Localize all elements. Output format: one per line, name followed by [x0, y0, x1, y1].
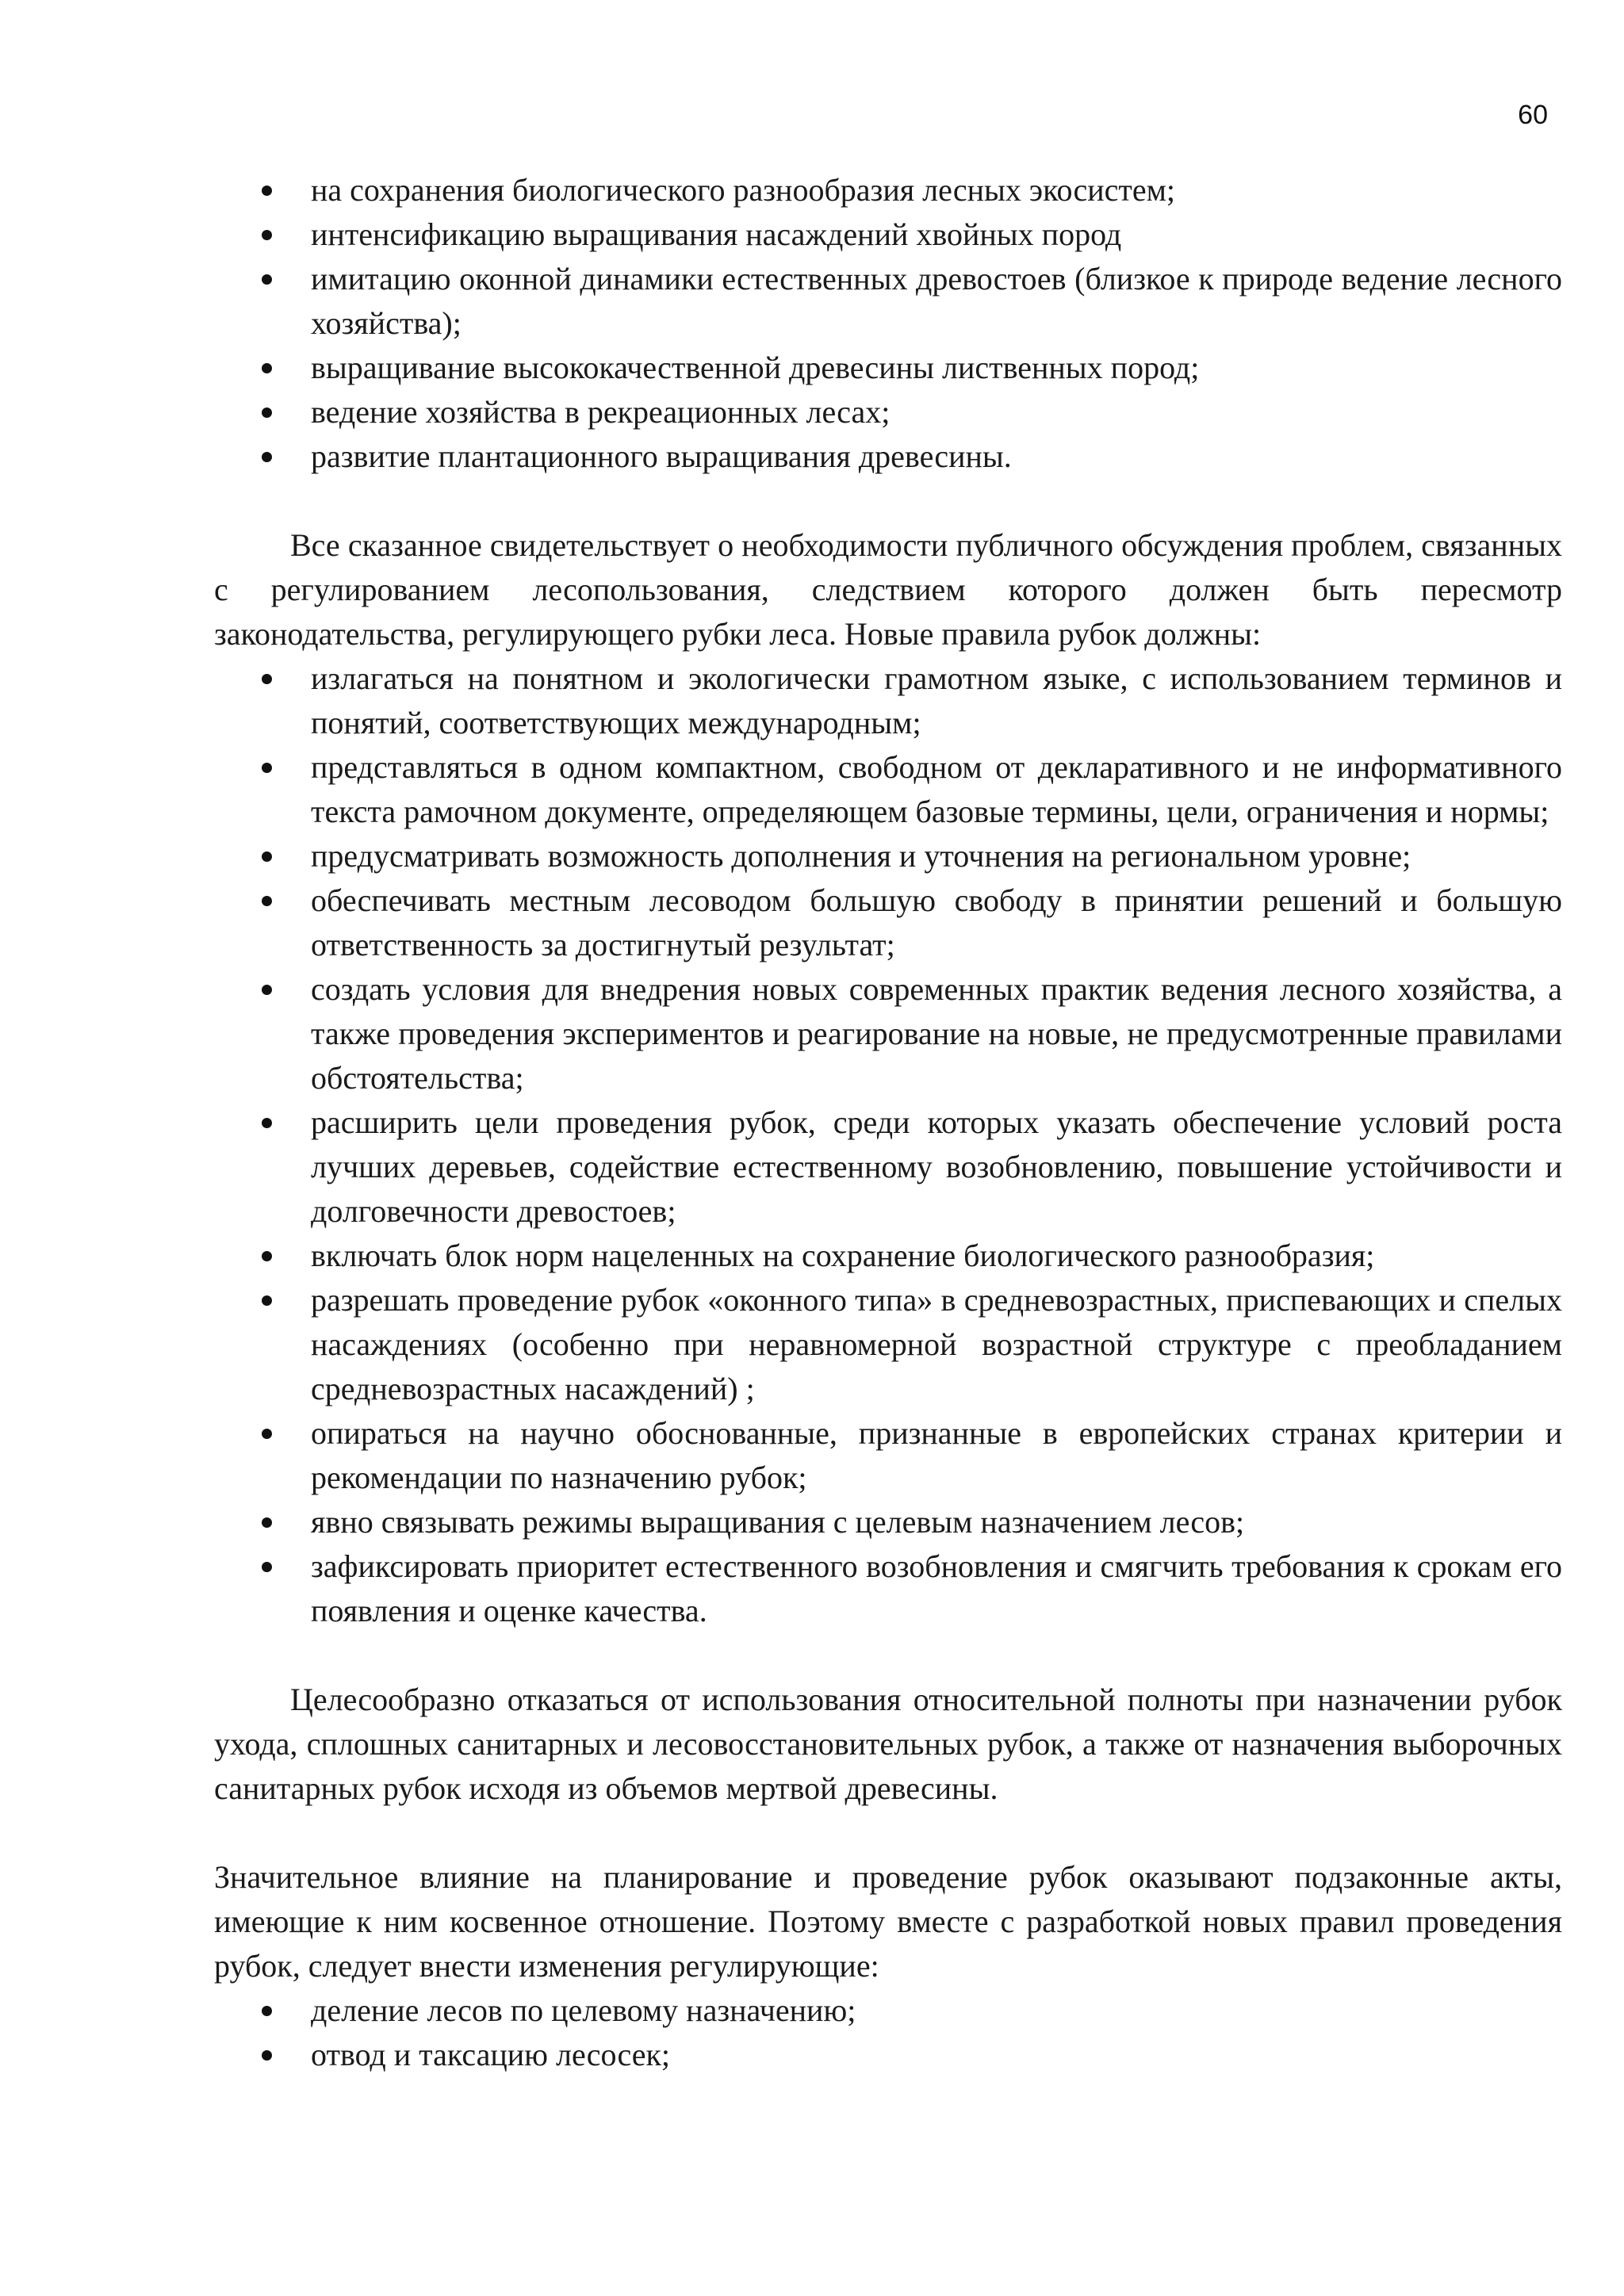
list-item	[214, 257, 1562, 346]
list-item-text: деление лесов по целевому назначению;	[311, 1992, 856, 2028]
list-item	[214, 1544, 1562, 1633]
bullet-icon	[262, 363, 272, 373]
bullet-icon	[262, 2050, 272, 2061]
paragraph-relative-density: Целесообразно отказаться от использования относительной полноты при назначении рубок ухода, сплошных санитарных и лесовосстановительных рубок, а также от назначения выборочных санитарных рубок исходя из объемов мертвой древесины.	[214, 1682, 1562, 1806]
list-item-text: излагаться на понятном и экологически грамотном языке, с использованием терминов и понятий, соответствующих международным;	[311, 660, 1562, 740]
bullet-icon	[262, 1562, 272, 1572]
paragraph-bylaws: Значительное влияние на планирование и проведение рубок оказывают подзаконные акты, имеющие к ним косвенное отношение. Поэтому вместе с разработкой новых правил проведения рубок, следует внести изменения регулирующие:	[214, 1859, 1562, 1984]
list-item	[214, 1988, 1562, 2033]
list-item	[214, 1278, 1562, 1411]
rules-requirements-list	[214, 656, 1562, 1633]
bullet-icon	[262, 896, 272, 906]
list-item	[214, 212, 1562, 257]
list-item-text: создать условия для внедрения новых современных практик ведения лесного хозяйства, а также проведения экспериментов и реагирование на новые, не предусмотренные правилами обстоятельства;	[311, 971, 1562, 1096]
list-item	[214, 434, 1562, 479]
list-item	[214, 390, 1562, 434]
bullet-icon	[262, 1429, 272, 1439]
paragraph-discussion: Все сказанное свидетельствует о необходимости публичного обсуждения проблем, связанных с регулированием лесопользования, следствием которого должен быть пересмотр законодательства, регулирующего рубки леса. Новые правила рубок должны:	[214, 527, 1562, 652]
list-item-text: расширить цели проведения рубок, среди которых указать обеспечение условий роста лучших деревьев, содействие естественному возобновлению, повышение устойчивости и долговечности древостоев;	[311, 1104, 1562, 1229]
list-item	[214, 745, 1562, 834]
bullet-icon	[262, 674, 272, 684]
bullet-icon	[262, 1517, 272, 1528]
bullet-icon	[262, 1118, 272, 1128]
list-item-text: опираться на научно обоснованные, признанные в европейских странах критерии и рекомендации по назначению рубок;	[311, 1415, 1562, 1495]
list-item-text: обеспечивать местным лесоводом большую свободу в принятии решений и большую ответственность за достигнутый результат;	[311, 882, 1562, 962]
spacer	[214, 479, 1562, 523]
bullet-icon	[262, 452, 272, 462]
bullet-icon	[262, 230, 272, 240]
list-item-text: ведение хозяйства в рекреационных лесах;	[311, 394, 891, 430]
bullet-icon	[262, 985, 272, 995]
list-item-text: предусматривать возможность дополнения и уточнения на региональном уровне;	[311, 838, 1411, 874]
list-item	[214, 346, 1562, 390]
list-item-text: отвод и таксацию лесосек;	[311, 2037, 671, 2072]
list-item-text: имитацию оконной динамики естественных древостоев (близкое к природе ведение лесного хозяйства);	[311, 261, 1562, 341]
list-item-text: интенсификацию выращивания насаждений хвойных пород	[311, 216, 1122, 252]
bullet-icon	[262, 1295, 272, 1306]
goals-list	[214, 168, 1562, 479]
list-item-text: разрешать проведение рубок «оконного типа» в средневозрастных, приспевающих и спелых насаждениях (особенно при неравномерной возрастной структуре с преобладанием средневозрастных насаждений) ;	[311, 1282, 1562, 1406]
bullet-icon	[262, 408, 272, 418]
list-item-text: выращивание высококачественной древесины лиственных пород;	[311, 350, 1200, 385]
bullet-icon	[262, 186, 272, 196]
bullet-icon	[262, 1251, 272, 1261]
list-item-text: включать блок норм нацеленных на сохранение биологического разнообразия;	[311, 1238, 1375, 1273]
list-item	[214, 1500, 1562, 1544]
list-item	[214, 656, 1562, 745]
list-item-text: явно связывать режимы выращивания с целевым назначением лесов;	[311, 1504, 1245, 1540]
list-item	[214, 1234, 1562, 1278]
list-item	[214, 834, 1562, 878]
list-item-text: развитие плантационного выращивания древесины.	[311, 438, 1012, 474]
list-item	[214, 168, 1562, 212]
list-item-text: зафиксировать приоритет естественного возобновления и смягчить требования к срокам его появления и оценке качества.	[311, 1548, 1562, 1628]
bullet-icon	[262, 2006, 272, 2016]
list-item-text: представляться в одном компактном, свободном от декларативного и не информативного текста рамочном документе, определяющем базовые термины, цели, ограничения и нормы;	[311, 749, 1562, 829]
list-item	[214, 1100, 1562, 1234]
list-item-text: на сохранения биологического разнообразия лесных экосистем;	[311, 172, 1176, 208]
bullet-icon	[262, 851, 272, 862]
regulations-list	[214, 1988, 1562, 2077]
page-content	[214, 168, 1562, 2077]
bullet-icon	[262, 274, 272, 285]
spacer	[214, 1811, 1562, 1855]
list-item	[214, 967, 1562, 1100]
bullet-icon	[262, 763, 272, 773]
list-item	[214, 1411, 1562, 1500]
page-number: 60	[1518, 100, 1548, 130]
list-item	[214, 2033, 1562, 2077]
spacer	[214, 1633, 1562, 1678]
list-item	[214, 878, 1562, 967]
